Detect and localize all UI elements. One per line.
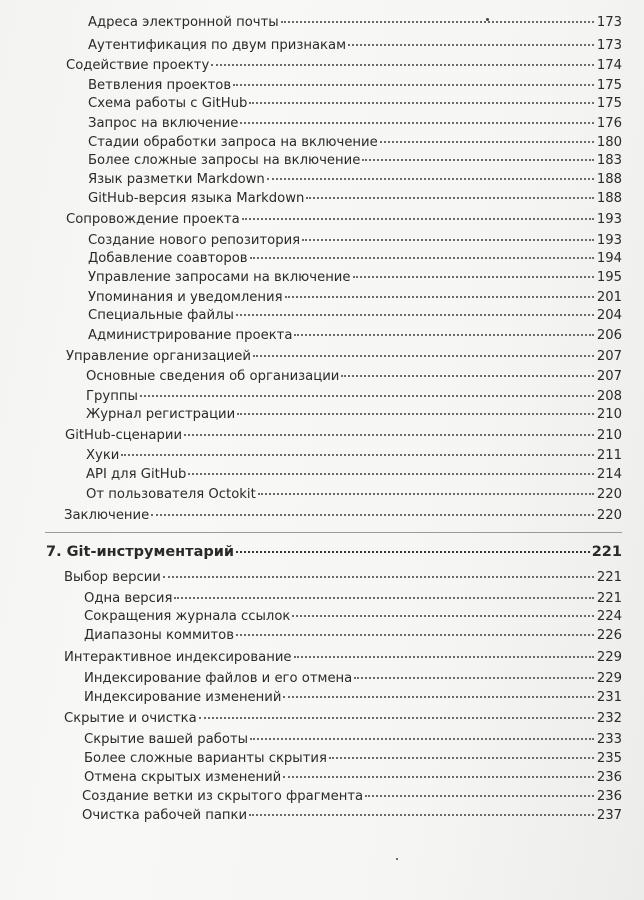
- toc-entry-page: 175: [596, 78, 622, 93]
- dot-leader: [121, 454, 594, 456]
- toc-entry-title: Специальные файлы: [88, 308, 234, 323]
- toc-chapter-entry: [46, 544, 622, 560]
- toc-entry-page: 233: [596, 732, 622, 747]
- toc-entry-page: 214: [596, 467, 622, 482]
- toc-entry-title: Создание нового репозитория: [88, 233, 301, 248]
- dot-leader: [294, 656, 594, 658]
- dot-leader: [199, 717, 594, 719]
- toc-entry-title: Более сложные запросы на включение: [88, 153, 361, 168]
- dot-leader: [237, 413, 594, 415]
- toc-entry-page: 207: [596, 369, 622, 384]
- toc-entry: [64, 570, 622, 586]
- toc-entry-title: Диапазоны коммитов: [84, 628, 234, 643]
- toc-entry-page: 237: [596, 808, 622, 823]
- toc-entry-page: 193: [596, 212, 622, 227]
- toc-entry-title: Стадии обработки запроса на включение: [88, 135, 378, 150]
- dot-leader: [236, 314, 594, 316]
- toc-entry: [66, 58, 622, 74]
- toc-entry-page: 210: [596, 428, 622, 443]
- toc-entry: [66, 212, 622, 228]
- toc-entry: [88, 308, 622, 324]
- toc-entry: [66, 349, 622, 365]
- toc-entry-title: Хуки: [86, 448, 120, 463]
- toc-entry-page: 235: [596, 751, 622, 766]
- toc-entry: [86, 369, 622, 385]
- dot-leader: [306, 197, 594, 199]
- toc-entry-title: API для GitHub: [86, 467, 187, 482]
- toc-entry-page: 221: [596, 570, 622, 585]
- toc-entry-page: 236: [596, 789, 622, 804]
- toc-entry-page: 188: [596, 172, 622, 187]
- toc-entry-title: От пользователя Octokit: [86, 487, 256, 502]
- toc-entry: [88, 290, 622, 306]
- toc-entry-title: Интерактивное индексирование: [64, 650, 292, 665]
- toc-entry: [88, 38, 622, 54]
- dot-leader: [250, 738, 594, 740]
- dot-leader: [249, 102, 594, 104]
- toc-entry-title: Управление запросами на включение: [88, 270, 351, 285]
- toc-entry: [82, 808, 622, 824]
- dot-leader: [240, 122, 594, 124]
- dot-leader: [174, 597, 594, 599]
- toc-entry-page: 221: [596, 591, 622, 606]
- toc-entry-page: 231: [596, 690, 622, 705]
- toc-entry: [88, 328, 622, 344]
- dot-leader: [188, 473, 594, 475]
- dot-leader: [353, 276, 595, 278]
- toc-entry-title: Запрос на включение: [88, 116, 239, 131]
- dot-leader: [365, 795, 594, 797]
- dot-leader: [302, 239, 594, 241]
- toc-entry-page: 176: [596, 116, 622, 131]
- toc-entry: [88, 15, 622, 31]
- toc-entry-title: GitHub-версия языка Markdown: [88, 191, 305, 206]
- print-speck: [486, 18, 489, 21]
- toc-entry-title: Язык разметки Markdown: [88, 172, 265, 187]
- toc-entry-page: 224: [596, 609, 622, 624]
- toc-entry-page: 194: [596, 251, 622, 266]
- dot-leader: [249, 814, 594, 816]
- toc-entry: [84, 671, 622, 687]
- toc-entry-title: Аутентификация по двум признакам: [88, 38, 347, 53]
- toc-entry-page: 211: [596, 448, 622, 463]
- toc-entry: [86, 467, 622, 483]
- toc-chapter-page: 221: [591, 544, 622, 560]
- toc-entry-page: 207: [596, 349, 622, 364]
- toc-entry: [84, 732, 622, 748]
- toc-entry-page: 201: [596, 290, 622, 305]
- toc-entry-page: 195: [596, 270, 622, 285]
- toc-entry-title: Сокращения журнала ссылок: [84, 609, 291, 624]
- toc-entry: [84, 770, 622, 786]
- toc-entry-title: Адреса электронной почты: [88, 15, 279, 30]
- toc-entry-page: 210: [596, 407, 622, 422]
- toc-entry: [88, 135, 622, 151]
- dot-leader: [292, 615, 594, 617]
- toc-entry: [88, 153, 622, 169]
- toc-entry-page: 229: [596, 671, 622, 686]
- toc-entry: [86, 448, 622, 464]
- toc-entry-title: Добавление соавторов: [88, 251, 248, 266]
- toc-entry: [88, 251, 622, 267]
- toc-entry: [88, 116, 622, 132]
- dot-leader: [233, 84, 594, 86]
- toc-entry-page: 175: [596, 96, 622, 111]
- toc-entry-title: Сопровождение проекта: [66, 212, 240, 227]
- toc-entry: [84, 690, 622, 706]
- toc-entry: [86, 407, 622, 423]
- toc-entry-page: 183: [596, 153, 622, 168]
- toc-entry-page: 193: [596, 233, 622, 248]
- dot-leader: [329, 757, 594, 759]
- toc-entry-title: Очистка рабочей папки: [82, 808, 248, 823]
- dot-leader: [151, 514, 594, 516]
- toc-entry: [88, 233, 622, 249]
- section-divider: [45, 532, 622, 533]
- dot-leader: [258, 493, 594, 495]
- toc-entry-page: 220: [596, 508, 622, 523]
- toc-entry-page: 208: [596, 389, 622, 404]
- dot-leader: [211, 64, 594, 66]
- toc-entry-page: 229: [596, 650, 622, 665]
- toc-entry-title: Содействие проекту: [66, 58, 210, 73]
- toc-entry: [82, 789, 622, 805]
- dot-leader: [354, 677, 594, 679]
- toc-entry: [88, 172, 622, 188]
- toc-entry-page: 173: [596, 38, 622, 53]
- dot-leader: [163, 576, 594, 578]
- toc-entry-title: Схема работы с GitHub: [88, 96, 248, 111]
- toc-entry-title: Отмена скрытых изменений: [84, 770, 282, 785]
- toc-entry: [88, 78, 622, 94]
- toc-entry-title: Управление организацией: [66, 349, 251, 364]
- toc-entry: [84, 751, 622, 767]
- toc-entry-page: 173: [596, 15, 622, 30]
- toc-entry: [88, 96, 622, 112]
- toc-entry: [64, 508, 622, 524]
- toc-entry: [84, 591, 622, 607]
- toc-entry-page: 204: [596, 308, 622, 323]
- toc-entry-title: Индексирование изменений: [84, 690, 282, 705]
- dot-leader: [380, 141, 594, 143]
- dot-leader: [242, 218, 594, 220]
- toc-entry-page: 174: [596, 58, 622, 73]
- toc-entry-title: Выбор версии: [64, 570, 161, 585]
- toc-entry-title: Создание ветки из скрытого фрагмента: [82, 789, 364, 804]
- toc-entry-title: Группы: [86, 389, 138, 404]
- toc-entry: [84, 609, 622, 625]
- toc-entry-page: 236: [596, 770, 622, 785]
- dot-leader: [294, 334, 594, 336]
- toc-entry-title: GitHub-сценарии: [65, 428, 183, 443]
- dot-leader: [250, 257, 594, 259]
- toc-entry-title: Журнал регистрации: [86, 407, 236, 422]
- toc-entry-page: 180: [596, 135, 622, 150]
- toc-entry-title: Скрытие и очистка: [64, 711, 197, 726]
- dot-leader: [285, 296, 594, 298]
- toc-entry-page: 188: [596, 191, 622, 206]
- toc-entry-title: Заключение: [64, 508, 150, 523]
- toc-entry: [64, 711, 622, 727]
- dot-leader: [283, 696, 594, 698]
- dot-leader: [362, 159, 594, 161]
- print-speck: [396, 858, 398, 860]
- toc-entry-title: Одна версия: [84, 591, 173, 606]
- toc-entry-title: Администрирование проекта: [88, 328, 293, 343]
- dot-leader: [348, 44, 594, 46]
- toc-entry-title: Основные сведения об организации: [86, 369, 340, 384]
- toc-entry: [65, 428, 622, 444]
- toc-chapter-title: 7. Git-инструментарий: [46, 544, 235, 560]
- toc-entry-title: Более сложные варианты скрытия: [84, 751, 327, 766]
- dot-leader: [253, 355, 594, 357]
- dot-leader: [236, 551, 590, 553]
- dot-leader: [341, 375, 594, 377]
- toc-entry: [88, 270, 622, 286]
- toc-entry-page: 226: [596, 628, 622, 643]
- toc-entry: [86, 487, 622, 503]
- dot-leader: [236, 634, 594, 636]
- toc-entry: [88, 191, 622, 207]
- toc-entry-page: 220: [596, 487, 622, 502]
- toc-entry-title: Ветвления проектов: [88, 78, 232, 93]
- toc-entry-title: Индексирование файлов и его отмена: [84, 671, 353, 686]
- toc-entry: [64, 650, 622, 666]
- toc-entry-title: Скрытие вашей работы: [84, 732, 249, 747]
- toc-entry-page: 206: [596, 328, 622, 343]
- dot-leader: [283, 776, 594, 778]
- dot-leader: [281, 21, 594, 23]
- toc-entry-page: 232: [596, 711, 622, 726]
- toc-entry-title: Упоминания и уведомления: [88, 290, 283, 305]
- dot-leader: [267, 178, 594, 180]
- dot-leader: [140, 395, 594, 397]
- toc-entry: [86, 389, 622, 405]
- toc-entry: [84, 628, 622, 644]
- dot-leader: [184, 434, 594, 436]
